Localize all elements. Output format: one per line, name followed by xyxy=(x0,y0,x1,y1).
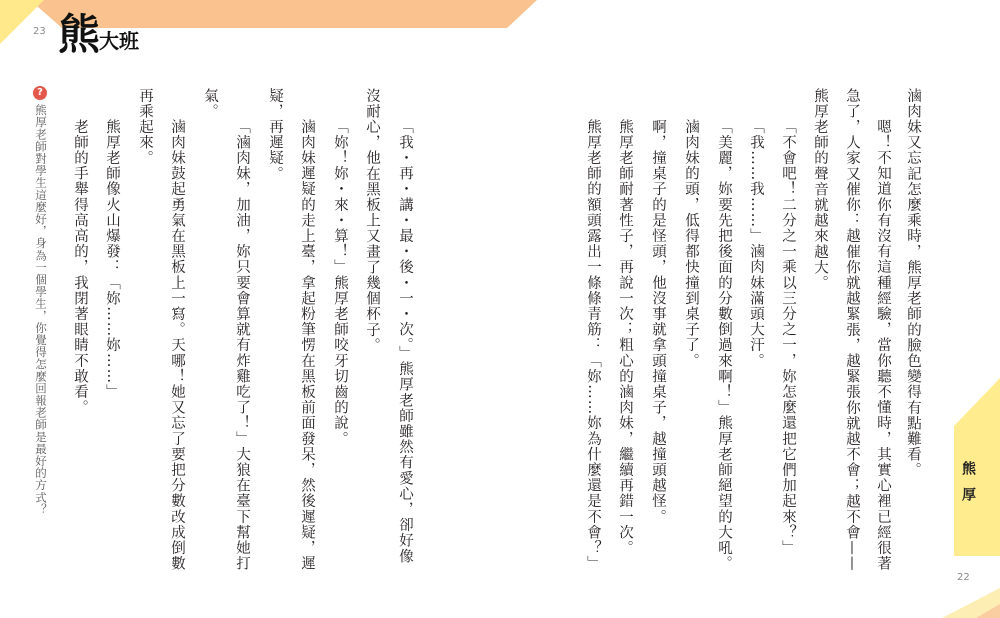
chapter-tab-label: 熊厚 xyxy=(960,461,976,513)
text-column: 熊厚老師的額頭露出一條條青筋：「妳……妳為什麼還是不會？」 xyxy=(585,119,601,572)
question-mark: ? xyxy=(37,87,43,98)
reflection-question: 熊厚老師對學生這麼好，身為一個學生，你覺得怎麼回報老師是最好的方式？ xyxy=(34,104,48,516)
text-column: 熊厚老師耐著性子，再說一次；粗心的滷肉妹，繼續再錯一次。 xyxy=(617,119,633,556)
text-column: 熊厚老師的聲音就越來越大。 xyxy=(812,88,828,291)
page-number-right: 22 xyxy=(957,572,970,583)
text-column: 疑，再遲疑。 xyxy=(267,88,283,182)
text-column: 滷肉妹的頭，低得都快撞到桌子了。 xyxy=(683,119,699,369)
series-title: 大班 xyxy=(99,29,139,53)
text-column: 「妳！妳・來・算！」熊厚老師咬牙切齒的說。 xyxy=(332,119,348,447)
text-column: 「美麗，妳要先把後面的分數倒過來啊！」熊厚老師絕望的大吼。 xyxy=(716,119,732,572)
text-column: 氣。 xyxy=(202,88,218,120)
text-column: 急了，人家又催你：越催你就越緊張，越緊張你就越不會；越不會—— xyxy=(844,88,860,572)
header-band xyxy=(30,0,537,28)
text-column: 熊厚老師像火山爆發：「妳……妳……」 xyxy=(104,119,120,400)
question-circle-icon xyxy=(33,86,47,100)
text-column: 沒耐心，他在黑板上又畫了幾個杯子。 xyxy=(364,88,380,354)
text-column: 啊，撞桌子的是怪頭，他沒事就拿頭撞桌子，越撞頭越怪。 xyxy=(650,119,666,525)
series-logo-glyph: 熊 xyxy=(58,10,101,59)
text-column: 嗯！不知道你有沒有這種經驗，當你聽不懂時，其實心裡已經很著 xyxy=(875,119,891,572)
text-column: 「我……我……」滷肉妹滿頭大汗。 xyxy=(748,119,764,369)
text-column: 「不會吧！二分之一乘以三分之一，妳怎麼還把它們加起來？」 xyxy=(780,119,796,556)
text-column: 「我・再・講・最・後・一・次。」熊厚老師雖然有愛心，卻好像 xyxy=(397,119,413,565)
text-column: 滷肉妹遲疑的走上臺，拿起粉筆愣在黑板前面發呆，然後遲疑，遲 xyxy=(299,119,315,572)
text-column: 「滷肉妹，加油，妳只要會算就有炸雞吃了！」大狼在臺下幫她打 xyxy=(234,119,250,572)
text-column: 再乘起來。 xyxy=(137,88,153,166)
page-number-left: 23 xyxy=(33,26,46,37)
text-column: 滷肉妹又忘記怎麼乘時，熊厚老師的臉色變得有點難看。 xyxy=(905,88,921,478)
text-column: 老師的手舉得高高的，我閉著眼睛不敢看。 xyxy=(72,119,88,416)
text-column: 滷肉妹鼓起勇氣在黑板上一寫。天哪！她又忘了要把分數改成倒數 xyxy=(169,119,185,572)
